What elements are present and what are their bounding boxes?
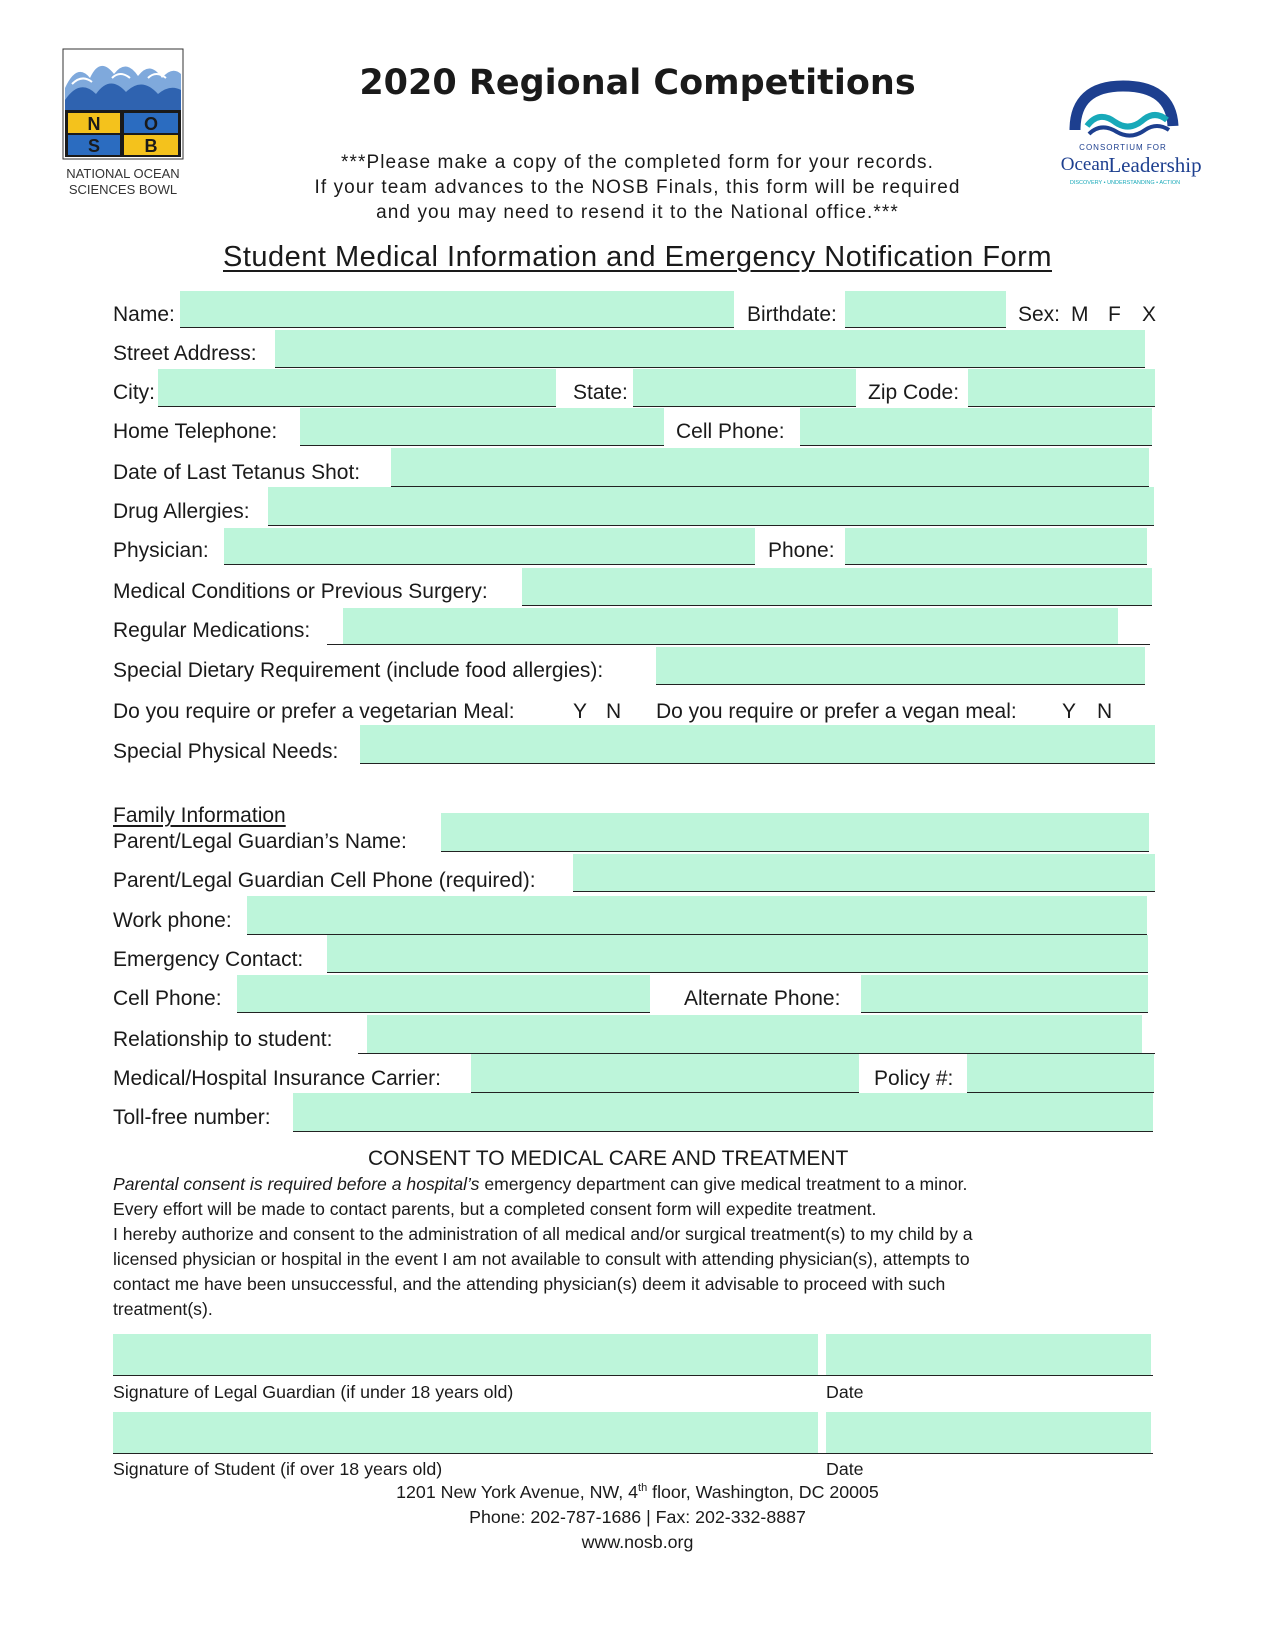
city-input[interactable] (158, 369, 556, 406)
family-information-heading: Family Information (113, 804, 286, 827)
medical-conditions-underline (522, 605, 1152, 606)
consent-paragraph-line-5: contact me have been unsuccessful, and the attending physician(s) deem it advisable to proceed with such (113, 1274, 946, 1294)
nosb-caption-line-1: NATIONAL OCEAN (66, 166, 180, 181)
cell-phone-label: Cell Phone: (676, 420, 785, 443)
col-logo-name-a: Ocean (1060, 154, 1110, 175)
home-telephone-label: Home Telephone: (113, 420, 278, 443)
name-underline (180, 327, 734, 328)
policy-number-input[interactable] (967, 1054, 1154, 1092)
tollfree-number-underline (293, 1131, 1153, 1132)
footer-website-link[interactable]: www.nosb.org (581, 1532, 694, 1552)
physical-needs-input[interactable] (360, 725, 1155, 763)
student-signature-input[interactable] (113, 1412, 818, 1453)
home-telephone-underline (300, 445, 664, 446)
note-line-3: and you may need to resend it to the National office.*** (376, 202, 899, 223)
zip-code-label: Zip Code: (868, 381, 960, 404)
guardian-cell-input[interactable] (573, 854, 1155, 891)
birthdate-label: Birthdate: (747, 303, 837, 326)
consent-paragraph-line-1 (113, 1174, 967, 1194)
ocean-leadership-logo (1055, 80, 1205, 188)
birthdate-underline (845, 327, 1006, 328)
state-underline (633, 406, 856, 407)
footer-address-sup: th (638, 1482, 648, 1495)
note-line-1: ***Please make a copy of the completed form for your records. (340, 152, 934, 173)
student-date-label: Date (826, 1459, 864, 1479)
state-input[interactable] (633, 369, 856, 406)
drug-allergies-label: Drug Allergies: (113, 500, 250, 523)
guardian-name-underline (441, 851, 1149, 852)
regular-medications-underline (327, 644, 1150, 645)
tollfree-number-label: Toll-free number: (113, 1106, 271, 1129)
dietary-requirement-input[interactable] (656, 647, 1145, 684)
page-title: 2020 Regional Competitions (359, 63, 916, 103)
note-line-2: If your team advances to the NOSB Finals, this form will be required (314, 177, 961, 198)
footer-address-end: floor, Washington, DC 20005 (647, 1482, 879, 1502)
tollfree-number-input[interactable] (293, 1093, 1153, 1131)
physical-needs-label: Special Physical Needs: (113, 740, 339, 763)
physician-phone-label: Phone: (768, 539, 835, 562)
guardian-cell-label: Parent/Legal Guardian Cell Phone (required): (113, 869, 536, 892)
regular-medications-input[interactable] (343, 608, 1118, 644)
physician-phone-input[interactable] (845, 528, 1147, 564)
work-phone-label: Work phone: (113, 909, 232, 932)
student-signature-label: Signature of Student (if over 18 years old) (113, 1459, 443, 1479)
name-label: Name: (113, 303, 175, 326)
footer-address (0, 1482, 1275, 1503)
vegetarian-option-n[interactable]: N (606, 700, 622, 723)
form-title: Student Medical Information and Emergency Notification Form (223, 241, 1052, 273)
nosb-letter-n: N (87, 114, 101, 134)
consent-paragraph-line-6: treatment(s). (113, 1299, 213, 1319)
sex-option-x[interactable]: X (1142, 303, 1157, 326)
nosb-caption-line-2: SCIENCES BOWL (68, 182, 178, 197)
physician-phone-underline (845, 564, 1147, 565)
guardian-name-label: Parent/Legal Guardian’s Name: (113, 830, 407, 853)
vegetarian-option-y[interactable]: Y (573, 700, 588, 723)
consent-paragraph-line-3: I hereby authorize and consent to the administration of all medical and/or surgical treatment(s) to my child by a (113, 1224, 973, 1244)
consent-italic-text: Parental consent is required before a hospital’s (113, 1174, 480, 1194)
relationship-input[interactable] (367, 1015, 1142, 1053)
guardian-name-input[interactable] (441, 813, 1149, 851)
medical-conditions-input[interactable] (522, 568, 1152, 605)
street-address-label: Street Address: (113, 342, 257, 365)
city-label: City: (113, 381, 155, 404)
emergency-cell-phone-input[interactable] (237, 975, 650, 1012)
student-signature-date-input[interactable] (826, 1412, 1151, 1453)
name-input[interactable] (180, 291, 734, 327)
dietary-requirement-underline (656, 684, 1145, 685)
col-logo-name-b: Leadership (1108, 153, 1202, 177)
relationship-label: Relationship to student: (113, 1028, 333, 1051)
guardian-signature-date-input[interactable] (826, 1334, 1151, 1375)
street-address-underline (275, 367, 1145, 368)
alternate-phone-input[interactable] (861, 975, 1148, 1012)
vegan-option-n[interactable]: N (1097, 700, 1113, 723)
consent-line-1-rest: emergency department can give medical treatment to a minor. (479, 1174, 968, 1194)
sex-option-m[interactable]: M (1071, 303, 1089, 326)
zip-code-underline (968, 406, 1155, 407)
insurance-carrier-input[interactable] (471, 1054, 859, 1092)
vegetarian-label: Do you require or prefer a vegetarian Meal: (113, 700, 515, 723)
guardian-signature-input[interactable] (113, 1334, 818, 1375)
cell-phone-underline (800, 445, 1152, 446)
drug-allergies-underline (268, 525, 1154, 526)
guardian-signature-underline (113, 1375, 1153, 1376)
nosb-letter-o: O (143, 114, 159, 134)
emergency-cell-phone-underline (237, 1012, 650, 1013)
policy-number-label: Policy #: (874, 1067, 954, 1090)
footer-address-start: 1201 New York Avenue, NW, 4 (396, 1482, 639, 1502)
guardian-signature-label: Signature of Legal Guardian (if under 18 years old) (113, 1382, 514, 1402)
alternate-phone-label: Alternate Phone: (684, 987, 841, 1010)
col-logo-top-text: CONSORTIUM FOR (1079, 143, 1167, 152)
cell-phone-input[interactable] (800, 408, 1152, 445)
emergency-contact-label: Emergency Contact: (113, 948, 304, 971)
guardian-date-label: Date (826, 1382, 864, 1402)
consent-paragraph-line-2: Every effort will be made to contact parents, but a completed consent form will expedite treatment. (113, 1199, 877, 1219)
birthdate-input[interactable] (845, 291, 1006, 327)
student-signature-underline (113, 1453, 1153, 1454)
emergency-contact-input[interactable] (327, 935, 1148, 972)
nosb-letter-b: B (144, 136, 158, 156)
work-phone-input[interactable] (247, 896, 1147, 934)
vegan-label: Do you require or prefer a vegan meal: (656, 700, 1017, 723)
physician-label: Physician: (113, 539, 209, 562)
physician-underline (224, 564, 755, 565)
state-label: State: (573, 381, 628, 404)
emergency-contact-underline (327, 972, 1148, 973)
vegan-option-y[interactable]: Y (1062, 700, 1077, 723)
street-address-input[interactable] (275, 330, 1145, 367)
sex-option-f[interactable]: F (1108, 303, 1121, 326)
consent-paragraph-line-4: licensed physician or hospital in the event I am not available to consult with attending physician(s), attempts to (113, 1249, 970, 1269)
zip-code-input[interactable] (968, 369, 1155, 406)
ocean-leadership-logo-graphic (1055, 80, 1205, 188)
home-telephone-input[interactable] (300, 408, 664, 445)
nosb-letter-s: S (87, 136, 101, 156)
emergency-cell-phone-label: Cell Phone: (113, 987, 222, 1010)
dietary-requirement-label: Special Dietary Requirement (include food allergies): (113, 659, 604, 682)
physical-needs-underline (360, 763, 1155, 764)
drug-allergies-input[interactable] (268, 487, 1154, 525)
city-underline (158, 406, 556, 407)
tetanus-date-input[interactable] (391, 448, 1149, 486)
regular-medications-label: Regular Medications: (113, 619, 311, 642)
footer-phone: Phone: 202-787-1686 | Fax: 202-332-8887 (469, 1507, 806, 1527)
alternate-phone-underline (861, 1012, 1148, 1013)
physician-input[interactable] (224, 528, 755, 564)
medical-conditions-label: Medical Conditions or Previous Surgery: (113, 580, 488, 603)
sex-label: Sex: (1018, 303, 1061, 326)
col-logo-tagline: DISCOVERY • UNDERSTANDING • ACTION (1069, 180, 1181, 186)
consent-heading: CONSENT TO MEDICAL CARE AND TREATMENT (368, 1147, 849, 1170)
guardian-cell-underline (573, 891, 1155, 892)
tetanus-date-label: Date of Last Tetanus Shot: (113, 461, 361, 484)
insurance-carrier-label: Medical/Hospital Insurance Carrier: (113, 1067, 441, 1090)
